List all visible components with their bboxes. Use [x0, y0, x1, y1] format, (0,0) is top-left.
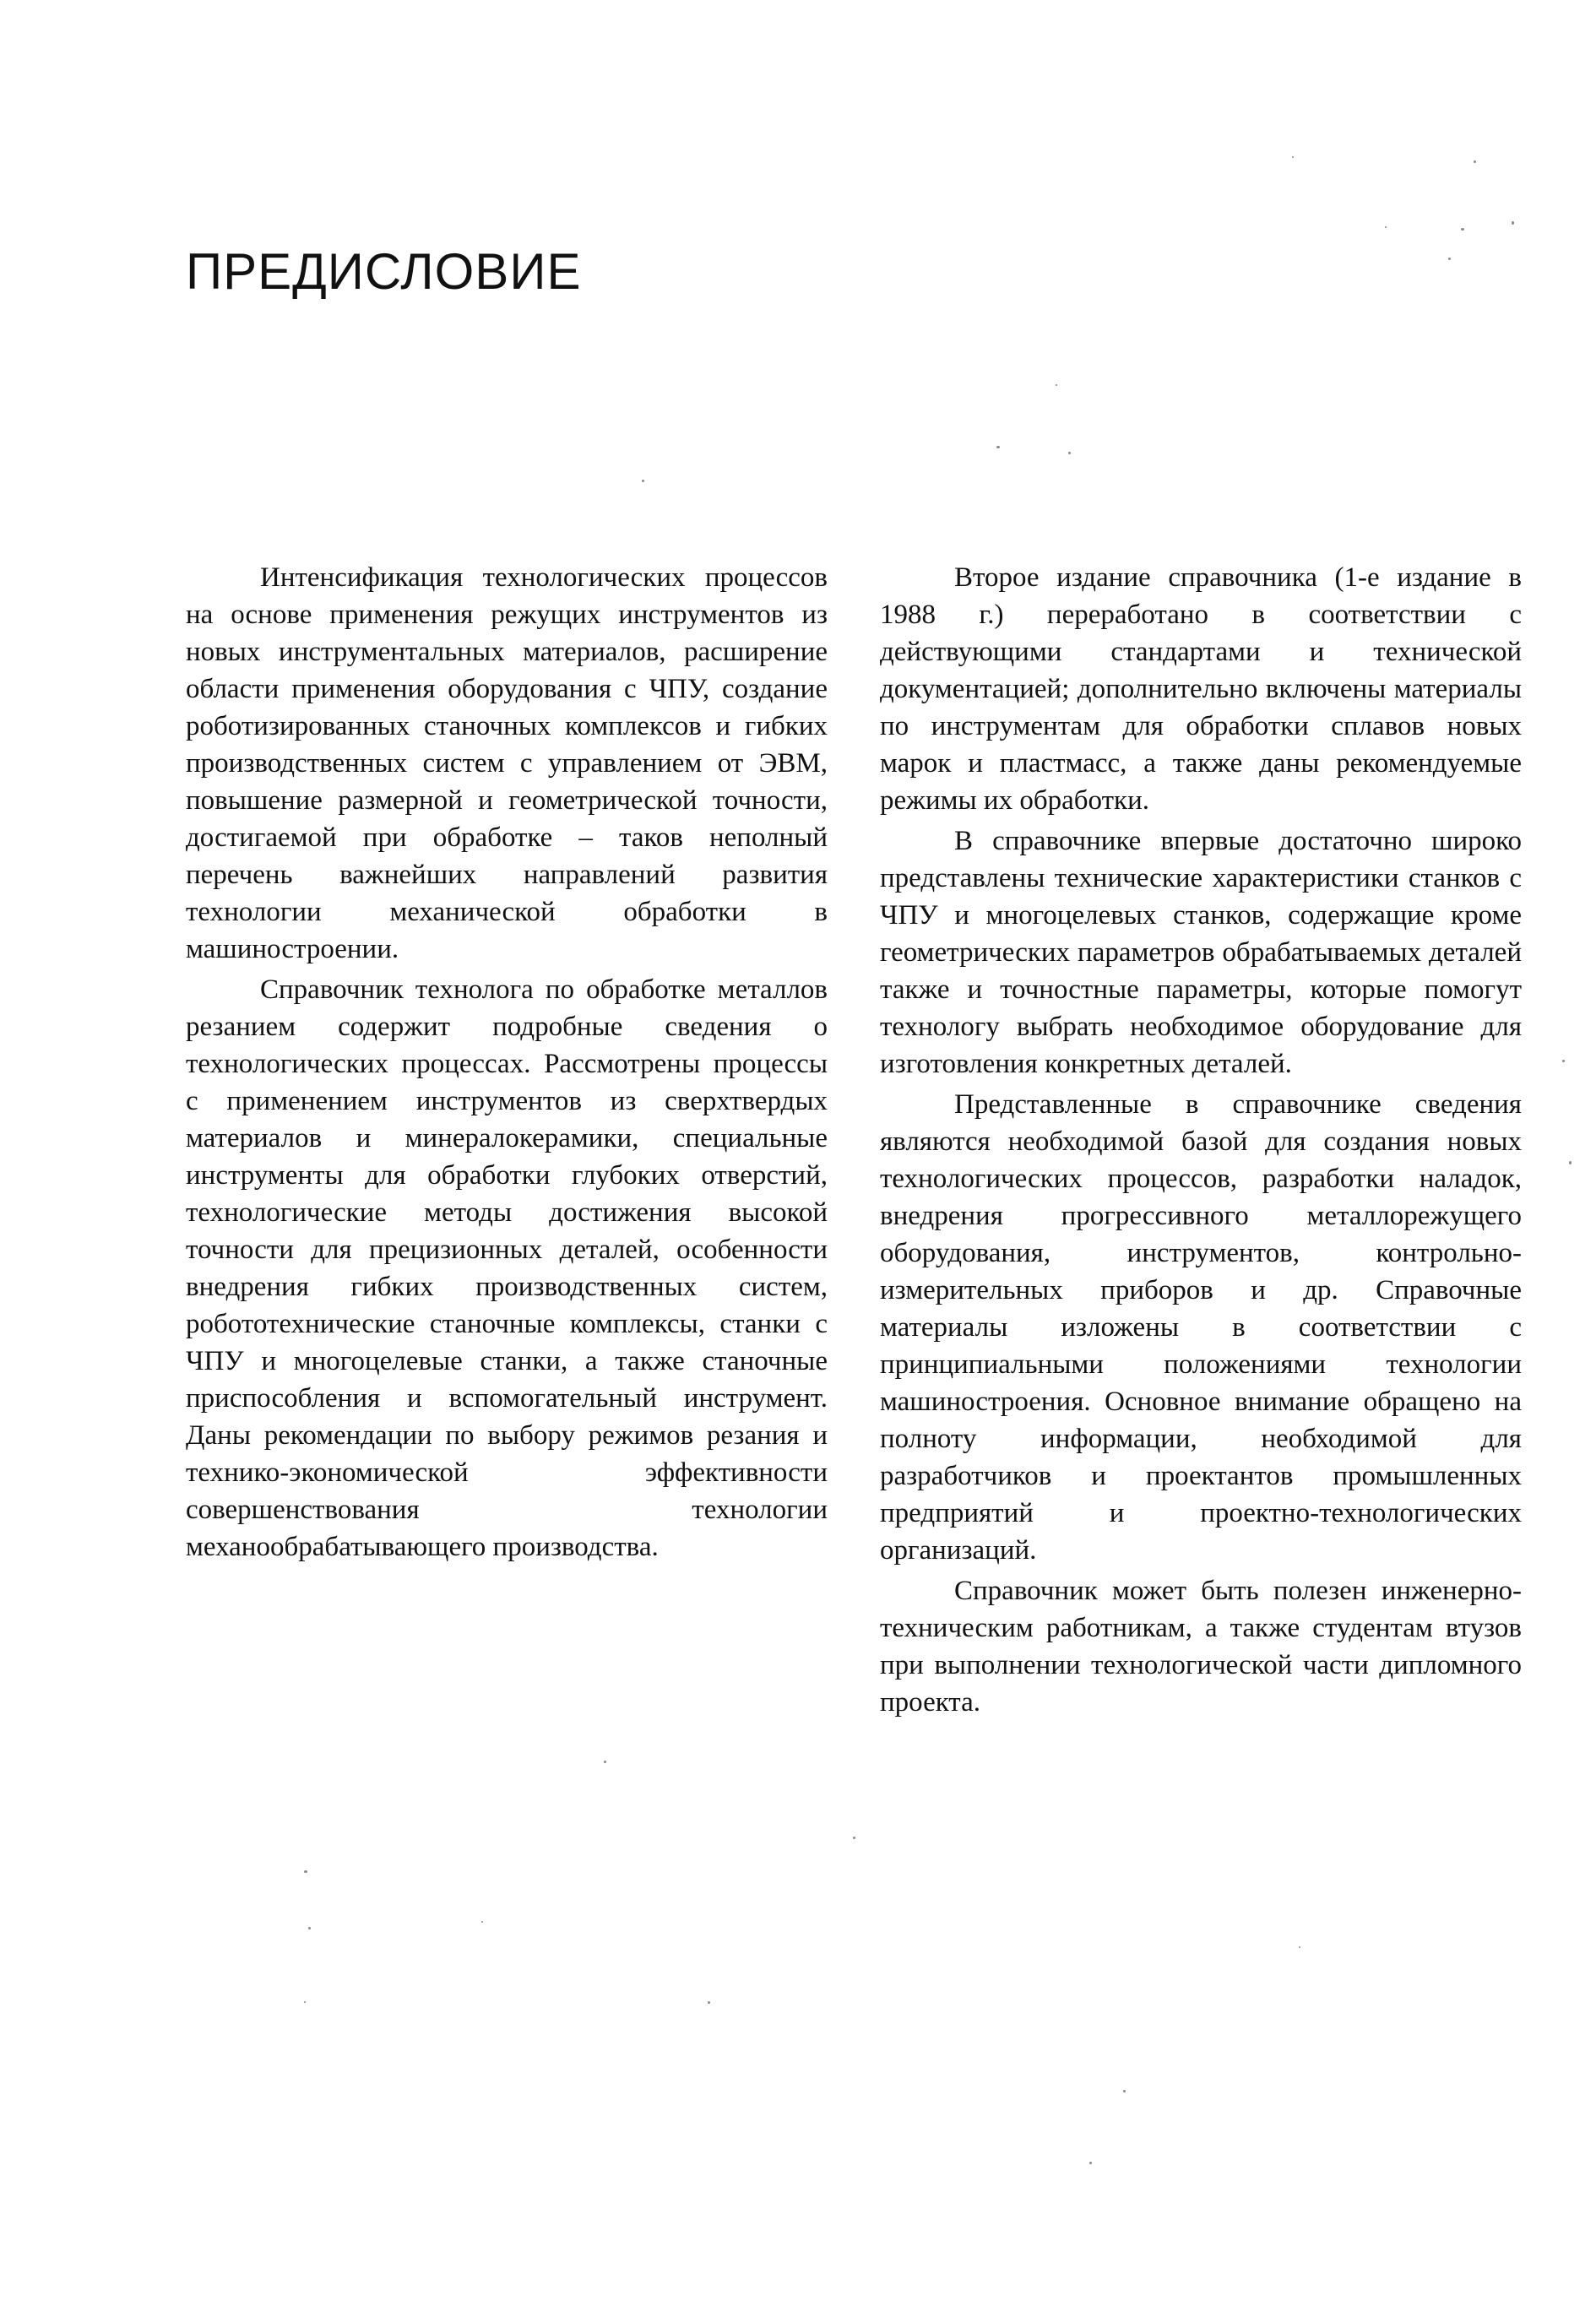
paragraph: Второе издание справочника (1-е издание в 1988 г.) переработано в соответствии с действующими стандартами и технической документацией; дополнительно включены материалы по инструментам для обработки сплавов новых марок и пластмасс, а также даны рекомендуемые режимы их обработки.	[880, 562, 1522, 816]
scan-speck	[1512, 221, 1514, 225]
scan-speck	[304, 2001, 306, 2003]
scan-speck	[1299, 1946, 1300, 1948]
scan-speck	[1474, 160, 1476, 163]
scan-speck	[481, 1921, 483, 1923]
scan-speck	[1089, 2162, 1092, 2164]
scan-speck	[1569, 1161, 1572, 1164]
scan-speck	[604, 1761, 606, 1763]
page-title: ПРЕДИСЛОВИЕ	[186, 243, 582, 300]
scan-speck	[1292, 156, 1294, 158]
paragraph: В справочнике впервые достаточно широко представлены технические характеристики станков с ЧПУ и многоцелевых станков, содержащие кроме геометрических параметров обрабатываемых деталей также и точностные параметры, которые помогут технологу выбрать необходимое оборудование для изготовления конкретных деталей.	[880, 826, 1522, 1079]
scan-speck	[304, 1870, 307, 1873]
paragraph: Представленные в справочнике сведения являются необходимой базой для создания новых технологических процессов, разработки наладок, внедрения прогрессивного металлорежущего оборудования, инструментов, контрольно-измерительных приборов и др. Справочные материалы изложены в соответствии с принципиальными положениями технологии машиностроения. Основное внимание обращено на полноту информации, необходимой для разработчиков и проектантов промышленных предприятий и проектно-технологических организаций.	[880, 1089, 1522, 1566]
scan-speck	[1056, 384, 1057, 386]
paragraph: Справочник может быть полезен инженерно-техническим работникам, а также студентам втузов при выполнении технологической части дипломного проекта.	[880, 1576, 1522, 1718]
scan-speck	[708, 2001, 710, 2004]
paragraph: Интенсификация технологических процессов на основе применения режущих инструментов из новых инструментальных материалов, расширение области применения оборудования с ЧПУ, создание роботизированных станочных комплексов и гибких производственных систем с управлением от ЭВМ, повышение размерной и геометрической точности, достигаемой при обработке – таков неполный перечень важнейших направлений развития технологии механической обработки в машиностроении.	[186, 562, 828, 964]
scan-speck	[1448, 258, 1451, 260]
scan-speck	[996, 446, 1000, 448]
right-text-column	[880, 559, 1522, 1721]
scan-speck	[1123, 2090, 1126, 2092]
scan-speck	[1461, 228, 1464, 231]
scan-speck	[853, 1837, 855, 1839]
left-text-column	[186, 559, 828, 1566]
scan-speck	[1562, 1060, 1565, 1062]
paragraph: Справочник технолога по обработке металлов резанием содержит подробные сведения о технологических процессах. Рассмотрены процессы с применением инструментов из сверхтвердых материалов и минералокерамики, специальные инструменты для обработки глубоких отверстий, технологические методы достижения высокой точности для прецизионных деталей, особенности внедрения гибких производственных систем, робототехнические станочные комплексы, станки с ЧПУ и многоцелевые станки, а также станочные приспособления и вспомогательный инструмент. Даны рекомендации по выбору режимов резания и технико-экономической эффективности совершенствования технологии механообрабатывающего производства.	[186, 974, 828, 1562]
scan-speck	[1068, 452, 1071, 454]
scan-speck	[1385, 226, 1387, 228]
scan-speck	[642, 480, 644, 482]
scan-speck	[308, 1927, 311, 1929]
